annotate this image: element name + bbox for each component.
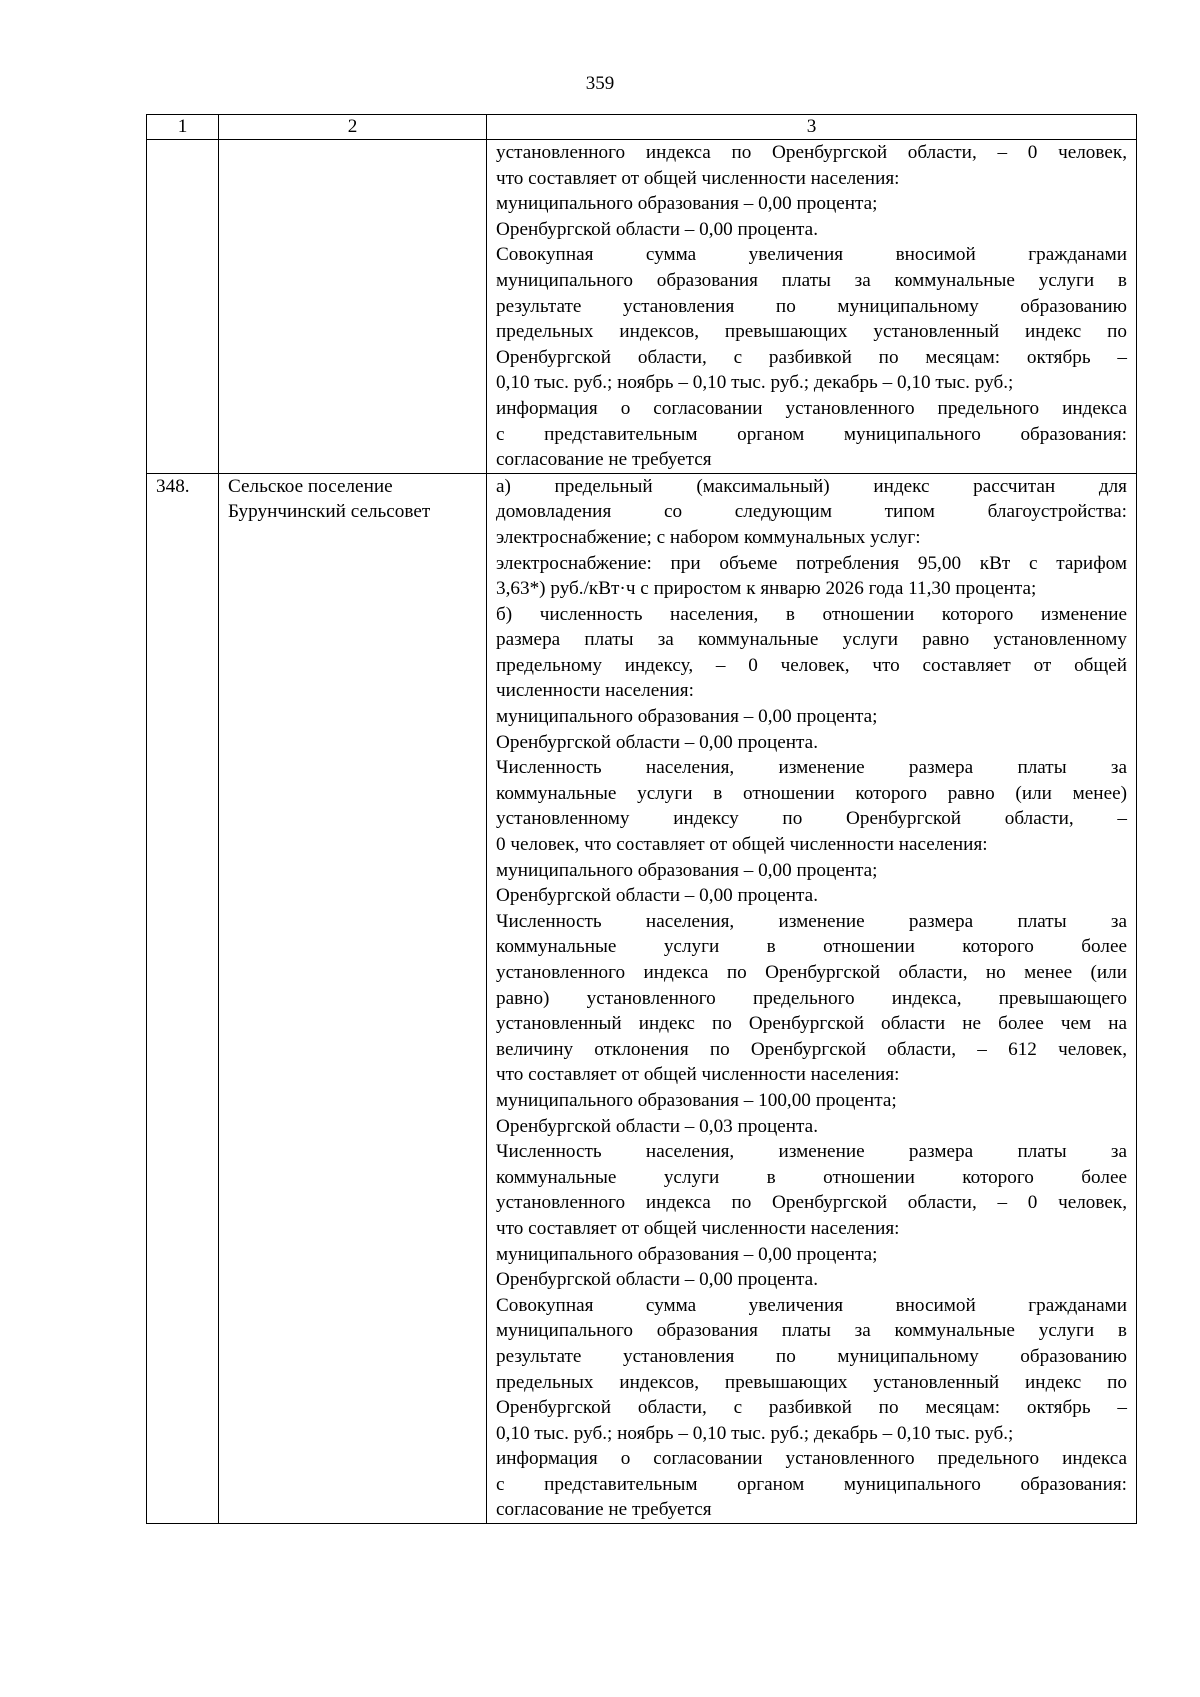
table-header-row <box>147 115 1137 140</box>
settlement-text-line: Оренбургской области – 0,00 процента. <box>496 885 818 907</box>
continuation-text-line: предельных индексов, превышающих установленный индекс по <box>496 321 1127 343</box>
settlement-text-line: 3,63*) руб./кВт·ч с приростом к январю 2026 года 11,30 процента; <box>496 578 1037 600</box>
continuation-number-cell <box>147 140 219 474</box>
settlement-name-line-1: Сельское поселение <box>228 475 393 497</box>
settlement-text-line: согласование не требуется <box>496 1499 712 1521</box>
settlement-text-line: Численность населения, изменение размера платы за <box>496 1141 1127 1163</box>
settlement-text-line: Численность населения, изменение размера платы за <box>496 910 1127 932</box>
continuation-text-line: что составляет от общей численности населения: <box>496 167 900 189</box>
settlement-text-line: коммунальные услуги в отношении которого более <box>496 936 1127 958</box>
settlement-text-line: Оренбургской области – 0,03 процента. <box>496 1115 818 1137</box>
settlement-text-line: муниципального образования – 0,00 процента; <box>496 1243 878 1265</box>
settlement-text-line: размера платы за коммунальные услуги равно установленному <box>496 629 1127 651</box>
settlement-name-line-2: Бурунчинский сельсовет <box>228 501 431 523</box>
settlement-text-line: установленного индекса по Оренбургской области, но менее (или <box>496 962 1127 983</box>
settlement-text-line: муниципального образования – 0,00 процента; <box>496 859 878 881</box>
settlement-text-line: равно) установленного предельного индекса, превышающего <box>496 987 1127 1009</box>
settlement-text-line: что составляет от общей численности населения: <box>496 1064 900 1086</box>
settlement-text-line: установленный индекс по Оренбургской области не более чем на <box>496 1013 1127 1035</box>
continuation-text-line: с представительным органом муниципального образования: <box>496 423 1127 445</box>
settlement-text-line: установленного индекса по Оренбургской области, – 0 человек, <box>496 1192 1127 1214</box>
continuation-description-cell <box>487 140 1137 474</box>
settlement-text-line: электроснабжение; с набором коммунальных услуг: <box>496 526 921 548</box>
settlement-text-line: Оренбургской области – 0,00 процента. <box>496 731 818 753</box>
settlement-text-line: численности населения: <box>496 680 694 702</box>
continuation-text-line: результате установления по муниципальному образованию <box>496 295 1127 317</box>
continuation-text-line: информация о согласовании установленного предельного индекса <box>496 397 1127 419</box>
page-number: 359 <box>585 73 615 94</box>
settlement-text-line: домовладения со следующим типом благоустройства: <box>496 501 1127 523</box>
settlement-text-line: муниципального образования – 100,00 процента; <box>496 1089 897 1111</box>
settlement-text-line: установленному индексу по Оренбургской области, – <box>496 808 1127 830</box>
continuation-text-line: согласование не требуется <box>496 449 712 471</box>
settlement-text-line: Оренбургской области – 0,00 процента. <box>496 1269 818 1291</box>
continuation-text-line: Оренбургской области – 0,00 процента. <box>496 218 818 240</box>
header-col-3: 3 <box>487 115 1137 140</box>
table-row-continuation <box>147 140 1137 474</box>
settlement-text-line: предельных индексов, превышающих установленный индекс по <box>496 1371 1127 1393</box>
settlement-text-line: а) предельный (максимальный) индекс рассчитан для <box>496 475 1127 497</box>
settlement-text-line: муниципального образования платы за коммунальные услуги в <box>496 1320 1127 1342</box>
continuation-text-line: 0,10 тыс. руб.; ноябрь – 0,10 тыс. руб.; декабрь – 0,10 тыс. руб.; <box>496 372 1014 394</box>
continuation-name-cell <box>219 140 487 474</box>
settlement-text-line: информация о согласовании установленного предельного индекса <box>496 1448 1127 1470</box>
settlement-text-line: Оренбургской области, с разбивкой по месяцам: октябрь – <box>496 1397 1127 1419</box>
continuation-text-line: установленного индекса по Оренбургской области, – 0 человек, <box>496 142 1127 163</box>
row-number-cell: 348. <box>147 473 219 1523</box>
header-col-1: 1 <box>147 115 219 140</box>
settlement-text-line: электроснабжение: при объеме потребления 95,00 кВт с тарифом <box>496 552 1127 574</box>
settlement-text-line: Численность населения, изменение размера платы за <box>496 757 1127 779</box>
continuation-text-line: Оренбургской области, с разбивкой по месяцам: октябрь – <box>496 346 1127 368</box>
settlement-text-line: 0 человек, что составляет от общей численности населения: <box>496 834 988 856</box>
settlement-description-cell <box>487 473 1137 1523</box>
continuation-text-line: муниципального образования платы за коммунальные услуги в <box>496 269 1127 291</box>
settlement-text-line: коммунальные услуги в отношении которого более <box>496 1166 1127 1188</box>
settlement-text-line: б) численность населения, в отношении которого изменение <box>496 603 1127 625</box>
table-row-348 <box>147 473 1137 1523</box>
settlement-text-line: с представительным органом муниципального образования: <box>496 1473 1127 1495</box>
settlement-text-line: предельному индексу, – 0 человек, что составляет от общей <box>496 654 1127 676</box>
continuation-text-line: Совокупная сумма увеличения вносимой гражданами <box>496 244 1127 266</box>
settlement-text-line: что составляет от общей численности населения: <box>496 1217 900 1239</box>
settlement-name-cell <box>219 473 487 1523</box>
settlement-text-line: результате установления по муниципальному образованию <box>496 1345 1127 1367</box>
settlement-text-line: муниципального образования – 0,00 процента; <box>496 706 878 728</box>
document-table <box>146 114 1137 1524</box>
settlement-text-line: величину отклонения по Оренбургской области, – 612 человек, <box>496 1038 1127 1060</box>
settlement-text-line: Совокупная сумма увеличения вносимой гражданами <box>496 1294 1127 1316</box>
continuation-text-line: муниципального образования – 0,00 процента; <box>496 193 878 215</box>
settlement-text-line: 0,10 тыс. руб.; ноябрь – 0,10 тыс. руб.; декабрь – 0,10 тыс. руб.; <box>496 1422 1014 1444</box>
settlement-text-line: коммунальные услуги в отношении которого равно (или менее) <box>496 782 1127 804</box>
header-col-2: 2 <box>219 115 487 140</box>
